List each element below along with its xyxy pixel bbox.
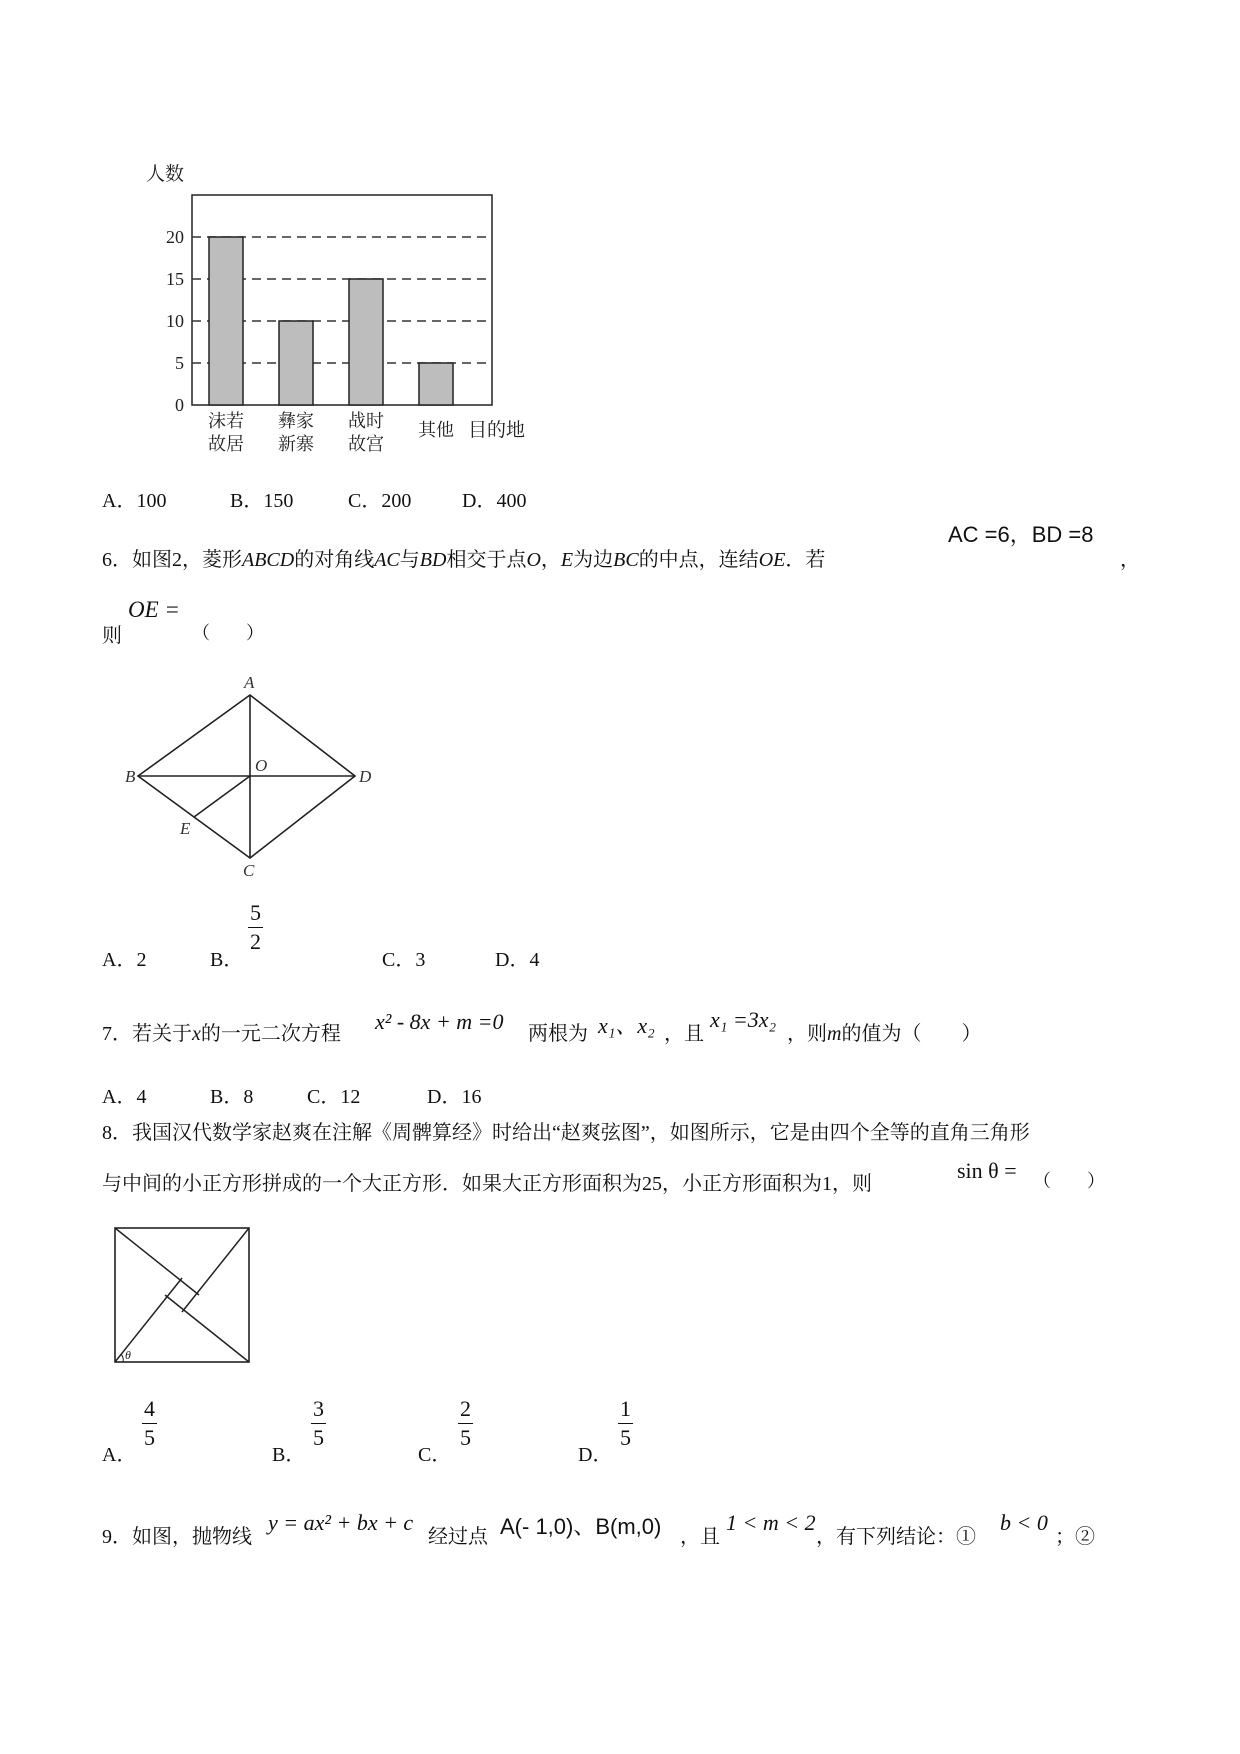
q6-stem: 6．如图2，菱形ABCD的对角线AC与BD相交于点O，E为边BC的中点，连结OE．若: [102, 549, 826, 571]
q5-option-a[interactable]: A．100: [102, 490, 167, 512]
q7-text4: ，且: [664, 1023, 704, 1045]
q8-sin: sin θ =: [957, 1158, 1017, 1183]
q7-option-a[interactable]: A．4: [102, 1086, 147, 1108]
q7-roots: x₁、x₂: [598, 1013, 655, 1038]
q6-option-c[interactable]: C．3: [382, 949, 426, 971]
q7-options: [102, 1080, 482, 1109]
q6-paren: （ ）: [192, 623, 264, 643]
q6-option-d[interactable]: D．4: [495, 949, 540, 971]
q8-option-b-letter[interactable]: B．: [272, 1444, 306, 1466]
q9-points: A(- 1,0)、B(m,0): [500, 1514, 662, 1539]
x-tick-label: 沫若: [208, 411, 244, 431]
q5-option-d[interactable]: D．400: [462, 490, 527, 512]
q6-option-b-fraction: $\frac{5}{2}$: [250, 900, 261, 954]
q6-comma: ，: [1120, 549, 1140, 571]
q9-cond: b < 0: [1000, 1510, 1048, 1535]
theta-arc: [121, 1354, 123, 1362]
q7-stem: 7．若关于x的一元二次方程: [102, 1023, 341, 1045]
line-right: [182, 1228, 249, 1312]
label-a: A: [244, 673, 255, 692]
q9-text3: ，且: [680, 1526, 720, 1548]
bar-3: [419, 363, 453, 405]
q8-option-c-letter[interactable]: C．: [418, 1444, 452, 1466]
q9-equation: y = ax² + bx + c: [268, 1510, 414, 1535]
q8-option-b-fraction: $\frac{3}{5}$: [313, 1396, 324, 1450]
q8-paren: （ ）: [1033, 1171, 1105, 1191]
q8-option-a-letter[interactable]: A．: [102, 1444, 137, 1466]
x-tick-label: 其他: [418, 420, 454, 440]
q8-line1: 8．我国汉代数学家赵爽在注解《周髀算经》时给出“赵爽弦图”，如图所示，它是由四个全等的直角三角形: [102, 1122, 1030, 1144]
zhao-shuang-figure: [110, 1223, 255, 1368]
q6-option-a[interactable]: A．2: [102, 949, 147, 971]
q7-text3: 两根为: [528, 1023, 588, 1045]
label-o: O: [255, 756, 268, 775]
bar-2: [349, 279, 383, 405]
q7-option-d[interactable]: D．16: [427, 1086, 482, 1108]
x-tick-label: 彝家: [278, 411, 314, 431]
x-tick-label: 故居: [208, 434, 244, 454]
q8-option-d-fraction: $\frac{1}{5}$: [620, 1396, 631, 1450]
q8-option-c-fraction: $\frac{2}{5}$: [460, 1396, 471, 1450]
y-tick-label: 20: [166, 227, 184, 247]
q6-oe-eq: OE =: [128, 597, 180, 622]
q7-relation: x₁ =3x₂: [710, 1007, 777, 1032]
x-tick-label: 新寨: [278, 434, 314, 454]
label-c: C: [243, 861, 255, 880]
q8-option-d-letter[interactable]: D．: [578, 1444, 613, 1466]
theta-label: θ: [125, 1348, 131, 1362]
chart-xlabel: 目的地: [468, 420, 526, 441]
q9-text5: ；②: [1055, 1526, 1095, 1548]
q7-option-b[interactable]: B．8: [210, 1086, 254, 1108]
q6-then: 则: [102, 625, 122, 647]
q7-equation: x² - 8x + m =0: [375, 1009, 504, 1034]
y-tick-label: 10: [166, 311, 184, 331]
line-bottom: [165, 1295, 249, 1362]
x-tick-label: 故宫: [348, 434, 384, 454]
label-b: B: [125, 767, 136, 786]
rhombus-figure: [120, 670, 380, 880]
q6-option-b-letter[interactable]: B．: [210, 949, 244, 971]
line-top: [115, 1228, 199, 1295]
q8-option-a-fraction: $\frac{4}{5}$: [144, 1396, 155, 1450]
x-tick-label: 战时: [348, 411, 384, 431]
q5-option-b[interactable]: B．150: [230, 490, 294, 512]
q9-text1: 9．如图，抛物线: [102, 1526, 252, 1548]
big-square: [115, 1228, 249, 1362]
bar-0: [209, 237, 243, 405]
q6-condition: AC =6，BD =8: [948, 522, 1094, 547]
y-tick-label: 0: [175, 395, 184, 415]
q9-text4: ，有下列结论：①: [816, 1526, 976, 1548]
segment-oe: [194, 776, 250, 817]
bar-1: [279, 321, 313, 405]
q7-option-c[interactable]: C．12: [307, 1086, 361, 1108]
q5-options: [102, 484, 527, 513]
q7-tail: ，则m的值为（ ）: [787, 1023, 982, 1045]
q8-line2: 与中间的小正方形拼成的一个大正方形．如果大正方形面积为25，小正方形面积为1，则: [102, 1173, 872, 1195]
bar-chart: [140, 160, 560, 460]
y-tick-label: 15: [166, 269, 184, 289]
y-tick-label: 5: [175, 353, 184, 373]
q9-text2: 经过点: [428, 1526, 488, 1548]
label-d: D: [359, 767, 372, 786]
label-e: E: [180, 819, 191, 838]
chart-ylabel: 人数: [146, 164, 185, 185]
q5-option-c[interactable]: C．200: [348, 490, 412, 512]
q9-range: 1 < m < 2: [726, 1510, 816, 1535]
